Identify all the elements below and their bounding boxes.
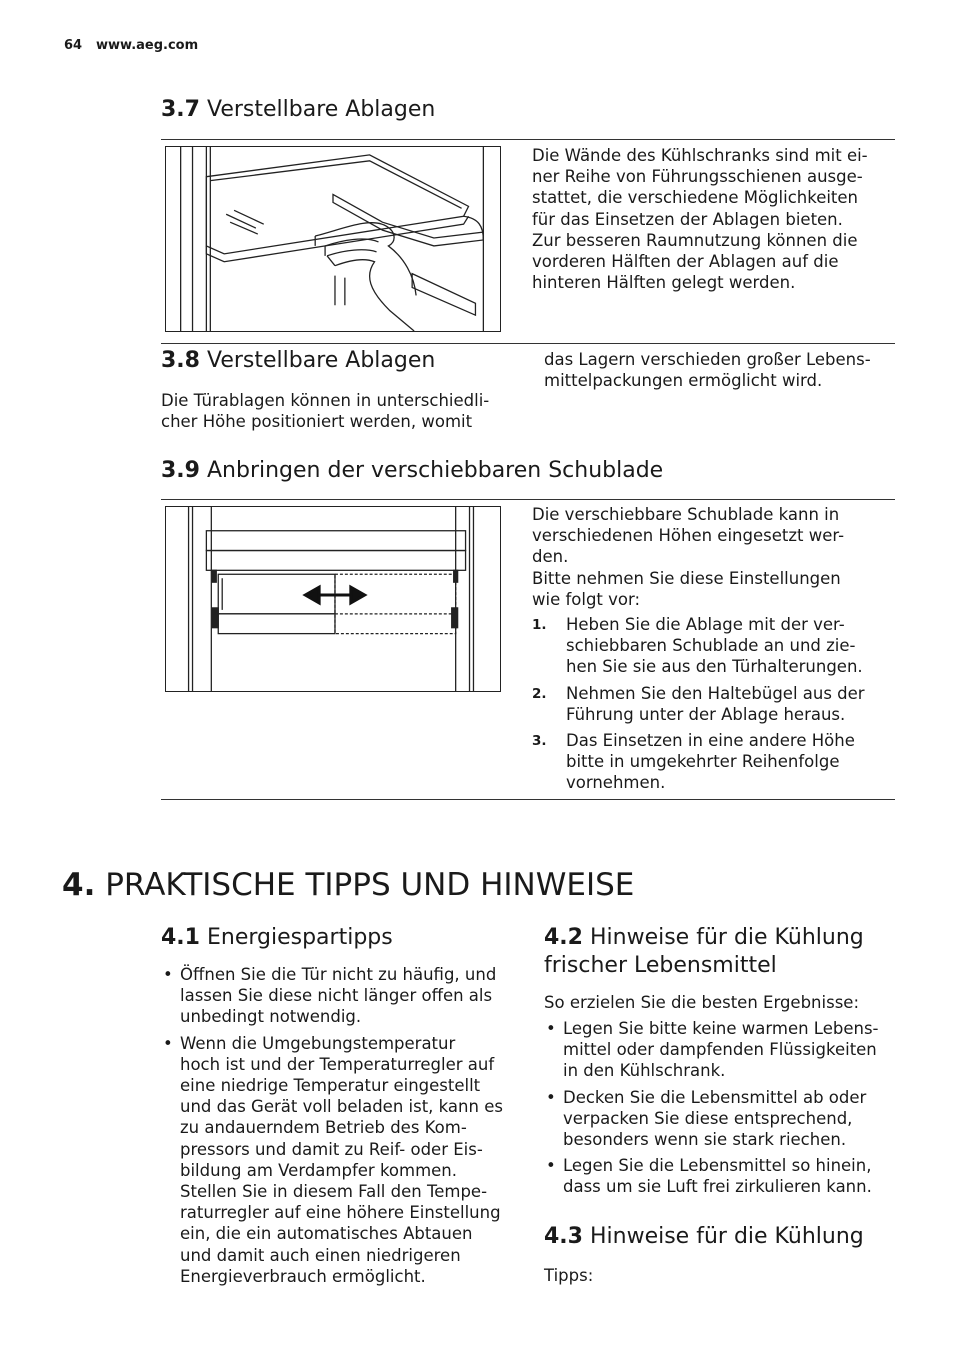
text-line: Führung unter der Ablage heraus. <box>566 704 846 724</box>
cooling-tips-list <box>544 1018 899 1203</box>
text-line: das Lagern verschieden großer Lebens- <box>544 350 871 369</box>
text-line: stattet, die verschiedene Möglichkeiten <box>532 188 859 208</box>
drawer-illustration <box>165 506 501 692</box>
text-line: Nehmen Sie den Haltebügel aus der <box>566 683 865 703</box>
text-line: vorderen Hälften der Ablagen auf die <box>532 252 839 272</box>
text-line: Energieverbrauch ermöglicht. <box>180 1266 426 1286</box>
text-line: zu andauerndem Betrieb des Kom- <box>180 1118 467 1138</box>
text-line: schiebbaren Schublade an und zie- <box>566 636 856 656</box>
section-3-9-text <box>532 504 894 799</box>
text-line: Die Türablagen können in unterschiedli- <box>161 391 490 410</box>
section-divider <box>161 343 895 344</box>
section-4-3-heading <box>544 1223 864 1251</box>
section-title: Verstellbare Ablagen <box>206 348 436 373</box>
text-line: dass um sie Luft frei zirkulieren kann. <box>563 1177 872 1197</box>
section-4-2-intro: So erzielen Sie die besten Ergebnisse: <box>544 993 859 1012</box>
text-line: pressors und damit zu Reif- oder Eis- <box>180 1139 483 1159</box>
text-line: Stellen Sie in diesem Fall den Tempe- <box>180 1182 488 1202</box>
text-line: besonders wenn sie stark riechen. <box>563 1130 847 1150</box>
text-line: Die verschiebbare Schublade kann in <box>532 505 840 524</box>
text-line: Bitte nehmen Sie diese Einstellungen <box>532 568 841 588</box>
text-line: ein, die ein automatisches Abtauen <box>180 1224 473 1244</box>
section-3-8-text-left <box>161 390 521 432</box>
list-item <box>544 1018 899 1082</box>
text-line: eine niedrige Temperatur eingestellt <box>180 1076 481 1096</box>
text-line: verpacken Sie diese entsprechend, <box>563 1108 853 1128</box>
section-number: 3.9 <box>161 458 200 483</box>
text-line: raturregler auf eine höhere Einstellung <box>180 1203 501 1223</box>
steps-list <box>532 614 894 794</box>
bullet: • <box>163 1033 173 1053</box>
list-item <box>544 1087 899 1151</box>
section-divider <box>161 139 895 140</box>
step-number: 2. <box>532 685 547 702</box>
section-number: 3.7 <box>161 97 200 122</box>
step-number: 3. <box>532 733 547 750</box>
list-item <box>544 1155 899 1197</box>
chapter-number: 4. <box>62 867 96 903</box>
text-line: cher Höhe positioniert werden, womit <box>161 412 473 432</box>
bullet: • <box>546 1087 556 1107</box>
section-divider <box>161 499 895 500</box>
text-line: lassen Sie diese nicht länger offen als <box>180 986 493 1006</box>
bullet: • <box>546 1156 556 1176</box>
text-line: mittelpackungen ermöglicht wird. <box>544 371 823 391</box>
section-3-7-heading <box>161 96 435 124</box>
text-line: Decken Sie die Lebensmittel ab oder <box>563 1087 867 1107</box>
section-title: Energiespartipps <box>206 925 393 950</box>
page-number: 64 <box>64 38 83 53</box>
section-title-line: Hinweise für die Kühlung <box>589 925 864 950</box>
text-line: ner Reihe von Führungsschienen ausge- <box>532 167 863 187</box>
bullet: • <box>163 965 173 984</box>
text-line: hoch ist und der Temperaturregler auf <box>180 1054 495 1074</box>
section-number: 3.8 <box>161 348 200 373</box>
section-4-2-heading <box>544 924 864 980</box>
section-3-7-text <box>532 145 894 293</box>
text-line: vornehmen. <box>566 773 666 793</box>
chapter-title: PRAKTISCHE TIPPS UND HINWEISE <box>105 867 635 903</box>
list-item <box>161 1033 526 1287</box>
drawer-drawing <box>166 507 500 691</box>
section-title: Anbringen der verschiebbaren Schublade <box>206 458 664 483</box>
shelf-drawing <box>166 147 500 331</box>
text-line: Wenn die Umgebungstemperatur <box>180 1033 456 1053</box>
text-line: hen Sie sie aus den Türhalterungen. <box>566 657 863 677</box>
text-line: und das Gerät voll beladen ist, kann es <box>180 1097 503 1117</box>
text-line: mittel oder dampfenden Flüssigkeiten <box>563 1040 877 1060</box>
text-line: und damit auch einen niedrigeren <box>180 1245 461 1265</box>
bullet: • <box>546 1019 556 1038</box>
text-line: Die Wände des Kühlschranks sind mit ei- <box>532 146 868 165</box>
step-number: 1. <box>532 617 547 634</box>
text-line: Legen Sie bitte keine warmen Lebens- <box>563 1019 879 1038</box>
text-line: Heben Sie die Ablage mit der ver- <box>566 615 845 635</box>
section-title: Hinweise für die Kühlung <box>589 1224 864 1249</box>
section-4-3-intro: Tipps: <box>544 1266 594 1285</box>
section-3-8-text-right <box>544 349 894 391</box>
step-item <box>532 614 894 678</box>
text-line: Legen Sie die Lebensmittel so hinein, <box>563 1156 872 1176</box>
section-4-1-heading <box>161 924 393 952</box>
text-line: hinteren Hälften gelegt werden. <box>532 273 796 293</box>
text-line: den. <box>532 547 569 567</box>
shelf-illustration <box>165 146 501 332</box>
step-item <box>532 730 894 794</box>
text-line: wie folgt vor: <box>532 589 641 609</box>
header-url: www.aeg.com <box>96 38 199 53</box>
energy-tips-list <box>161 964 526 1292</box>
text-line: bitte in umgekehrter Reihenfolge <box>566 752 840 772</box>
text-line: Das Einsetzen in eine andere Höhe <box>566 731 855 751</box>
list-item <box>161 964 526 1028</box>
chapter-4-heading <box>62 866 634 904</box>
text-line: in den Kühlschrank. <box>563 1061 726 1081</box>
section-3-9-heading <box>161 457 663 485</box>
text-line: unbedingt notwendig. <box>180 1007 362 1027</box>
section-number: 4.3 <box>544 1224 583 1249</box>
text-line: Zur besseren Raumnutzung können die <box>532 230 858 250</box>
section-title-line: frischer Lebensmittel <box>544 953 777 978</box>
section-title: Verstellbare Ablagen <box>206 97 436 122</box>
text-line: für das Einsetzen der Ablagen bieten. <box>532 209 843 229</box>
section-divider <box>161 799 895 800</box>
text-line: verschiedenen Höhen eingesetzt wer- <box>532 526 845 546</box>
text-line: Öffnen Sie die Tür nicht zu häufig, und <box>180 965 497 984</box>
section-number: 4.2 <box>544 925 583 950</box>
step-item <box>532 683 894 725</box>
section-3-8-heading <box>161 347 435 375</box>
text-line: bildung am Verdampfer kommen. <box>180 1160 458 1180</box>
section-number: 4.1 <box>161 925 200 950</box>
